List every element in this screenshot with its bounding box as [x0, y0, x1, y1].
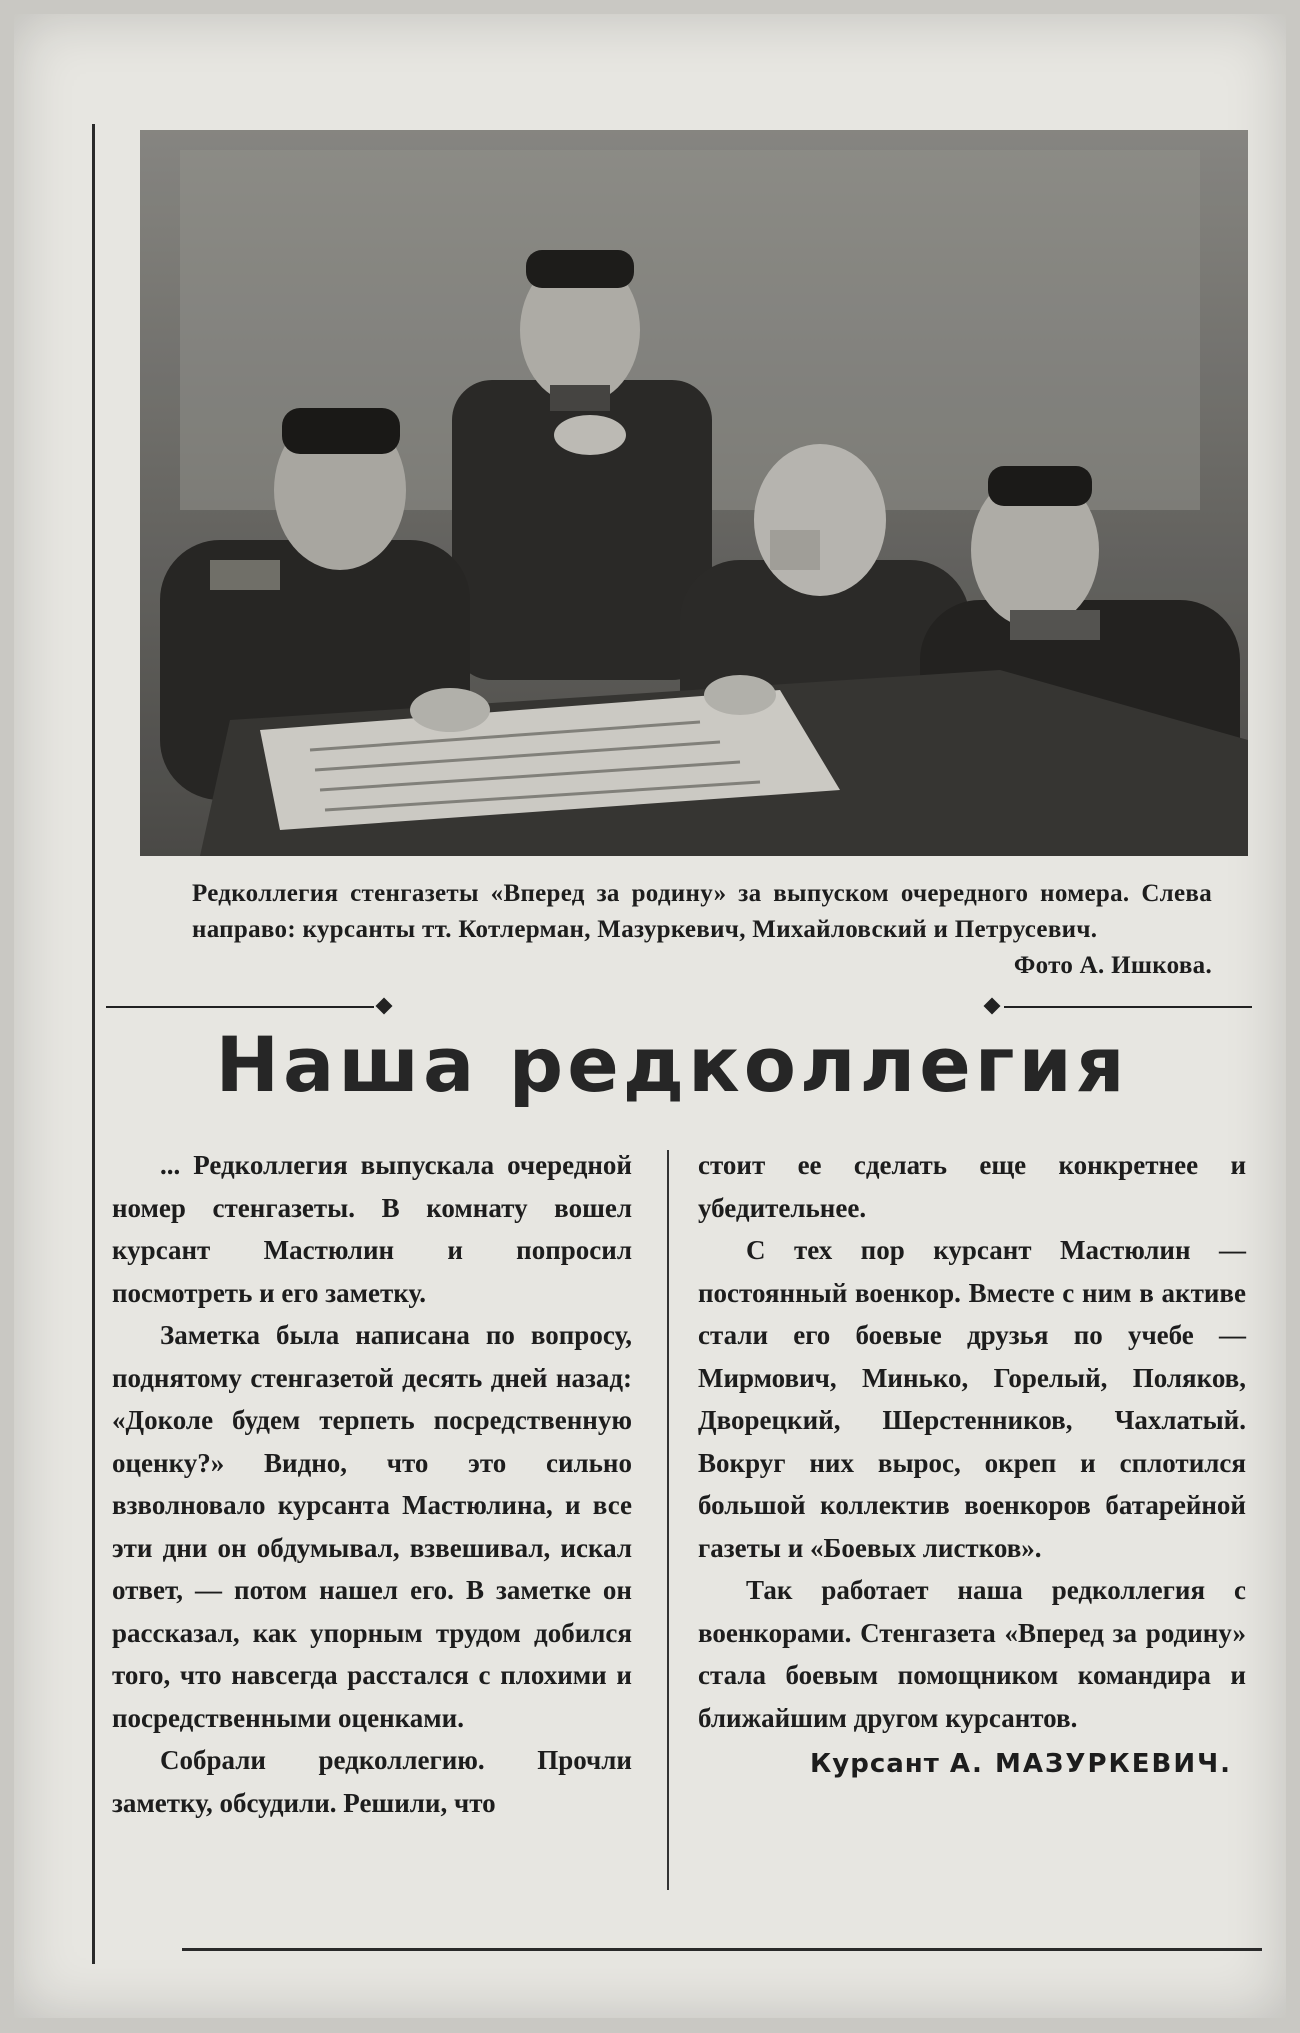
bottom-rule [182, 1948, 1262, 1951]
article-paragraph: Собрали редколлегию. Прочли заметку, обсудили. Решили, что [112, 1745, 632, 1818]
column-separator [667, 1150, 669, 1890]
caption-divider-left [106, 996, 396, 1018]
article-column-left [112, 1144, 632, 1824]
photo-credit: Фото А. Ишкова. [1013, 952, 1212, 979]
divider-line [106, 1006, 374, 1008]
article-signature [698, 1743, 1246, 1786]
newspaper-clipping [92, 124, 1252, 2004]
caption-divider-right [982, 996, 1252, 1018]
photo-caption [192, 876, 1212, 984]
article-paragraph: Заметка была написана по вопросу, поднятому стенгазетой десять дней назад: «Доколе будем терпеть посредственную оценку?» Видно, что это сильно взволновало курсанта Мастюлина, и все эти дни он обдумывал, взвешивал, искал ответ, — потом нашел его. В заметке он рассказал, как упорным трудом добился того, что навсегда расстался с плохими и посредственными оценками. [112, 1320, 632, 1733]
divider-line [1004, 1006, 1252, 1008]
article-paragraph: ... Редколлегия выпускала очередной номер стенгазеты. В комнату вошел курсант Мастюлин и попросил посмотреть и его заметку. [112, 1150, 632, 1308]
article-paragraph: С тех пор курсант Мастюлин — постоянный военкор. Вместе с ним в активе стали его боевые друзья по учебе — Мирмович, Минько, Горелый, Поляков, Дворецкий, Шерстенников, Чахлатый. Вокруг них вырос, окреп и сплотился большой коллектив военкоров батарейной газеты и «Боевых листков». [698, 1235, 1246, 1563]
news-photo-illustration [140, 130, 1248, 856]
news-photo [140, 130, 1248, 856]
signature-name: А. МАЗУРКЕВИЧ. [949, 1749, 1232, 1779]
signature-prefix: Курсант [810, 1749, 940, 1779]
article-paragraph: Так работает наша редколлегия с военкорами. Стенгазета «Вперед за родину» стала боевым помощником командира и ближайшим другом курсантов. [698, 1575, 1246, 1733]
article-headline: Наша редколлегия [215, 1020, 1129, 1109]
photo-print [14, 14, 1286, 2018]
article-column-right [698, 1144, 1246, 1786]
divider-ornament [376, 998, 393, 1015]
divider-ornament [984, 998, 1001, 1015]
caption-text: Редколлегия стенгазеты «Вперед за родину» за выпуском очередного номера. Слева направо: курсанты тт. Котлерман, Мазуркевич, Михайловский и Петрусевич. [192, 880, 1212, 943]
article-paragraph-continuation: стоит ее сделать еще конкретнее и убедительнее. [698, 1150, 1246, 1223]
